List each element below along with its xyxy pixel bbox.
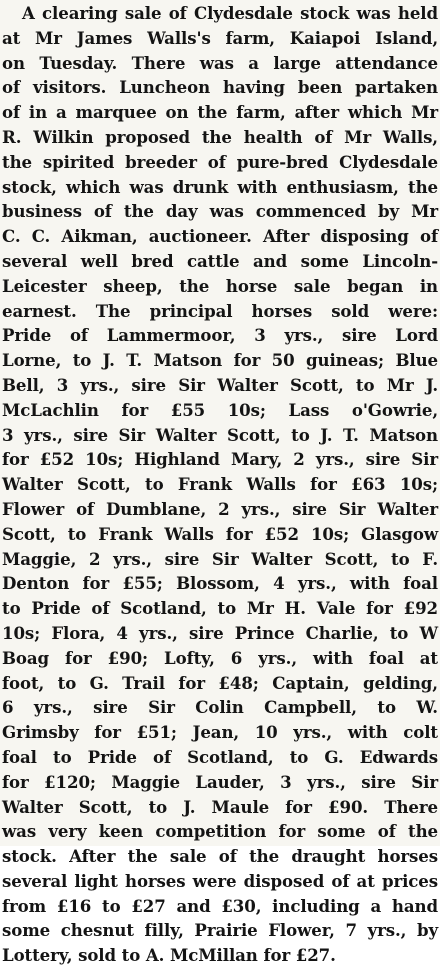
article-line: of in a marquee on the farm, after which Mr xyxy=(2,102,438,123)
article-line: Boag for £90; Lofty, 6 yrs., with foal at xyxy=(2,647,438,668)
article-line: Walter Scott, to J. Maule for £90. There xyxy=(2,796,438,817)
article-line: the spirited breeder of pure-bred Clydesdale xyxy=(2,151,438,172)
article-line: Pride of Lammermoor, 3 yrs., sire Lord xyxy=(2,325,438,346)
article-line: Walter Scott, to Frank Walls for £63 10s; xyxy=(2,474,438,495)
article-line: several well bred cattle and some Lincoln- xyxy=(2,250,438,271)
article-line: of visitors. Luncheon having been partaken xyxy=(2,77,438,98)
article-line: 6 yrs., sire Sir Colin Campbell, to W. xyxy=(2,697,438,718)
article-line: Scott, to Frank Walls for £52 10s; Glasgow xyxy=(2,523,438,544)
article-line: for £120; Maggie Lauder, 3 yrs., sire Sir xyxy=(2,771,438,792)
article-line: Denton for £55; Blossom, 4 yrs., with foal xyxy=(2,573,438,594)
article-line: McLachlin for £55 10s; Lass o'Gowrie, xyxy=(2,399,438,420)
article-line: business of the day was commenced by Mr xyxy=(2,201,438,222)
article-line: at Mr James Walls's farm, Kaiapoi Island, xyxy=(2,27,438,48)
article-line: R. Wilkin proposed the health of Mr Walls, xyxy=(2,126,438,147)
article-line: foot, to G. Trail for £48; Captain, gelding, xyxy=(2,672,438,693)
article-line: earnest. The principal horses sold were: xyxy=(2,300,438,321)
article-line: Maggie, 2 yrs., sire Sir Walter Scott, to F. xyxy=(2,548,438,569)
article-line: Flower of Dumblane, 2 yrs., sire Sir Walter xyxy=(2,498,438,519)
article-line: several light horses were disposed of at prices xyxy=(2,870,438,891)
article-line: C. C. Aikman, auctioneer. After disposing of xyxy=(2,226,438,247)
article-line: stock, which was drunk with enthusiasm, the xyxy=(2,176,438,197)
article-line: foal to Pride of Scotland, to G. Edwards xyxy=(2,746,438,767)
article-line: from £16 to £27 and £30, including a hand xyxy=(2,895,438,916)
article-line: 3 yrs., sire Sir Walter Scott, to J. T. Matson xyxy=(2,424,438,445)
article-line: Bell, 3 yrs., sire Sir Walter Scott, to Mr J. xyxy=(2,374,438,395)
article-body xyxy=(2,1,438,968)
article-line: to Pride of Scotland, to Mr H. Vale for £92 xyxy=(2,598,438,619)
article-line: A clearing sale of Clydesdale stock was held xyxy=(22,3,438,23)
article-line: Grimsby for £51; Jean, 10 yrs., with colt xyxy=(2,722,438,743)
article-line: was very keen competition for some of the xyxy=(2,821,438,842)
article-line: Leicester sheep, the horse sale began in xyxy=(2,275,438,296)
article-line: on Tuesday. There was a large attendance xyxy=(2,52,438,73)
article-line: some chesnut filly, Prairie Flower, 7 yrs., by xyxy=(2,920,438,941)
article-line: 10s; Flora, 4 yrs., sire Prince Charlie, to W xyxy=(2,622,438,643)
article-line: stock. After the sale of the draught horses xyxy=(2,846,438,867)
article-line: Lottery, sold to A. McMillan for £27. xyxy=(2,945,336,966)
article-line: Lorne, to J. T. Matson for 50 guineas; Blue xyxy=(2,350,438,371)
article-line: for £52 10s; Highland Mary, 2 yrs., sire Sir xyxy=(2,449,438,470)
